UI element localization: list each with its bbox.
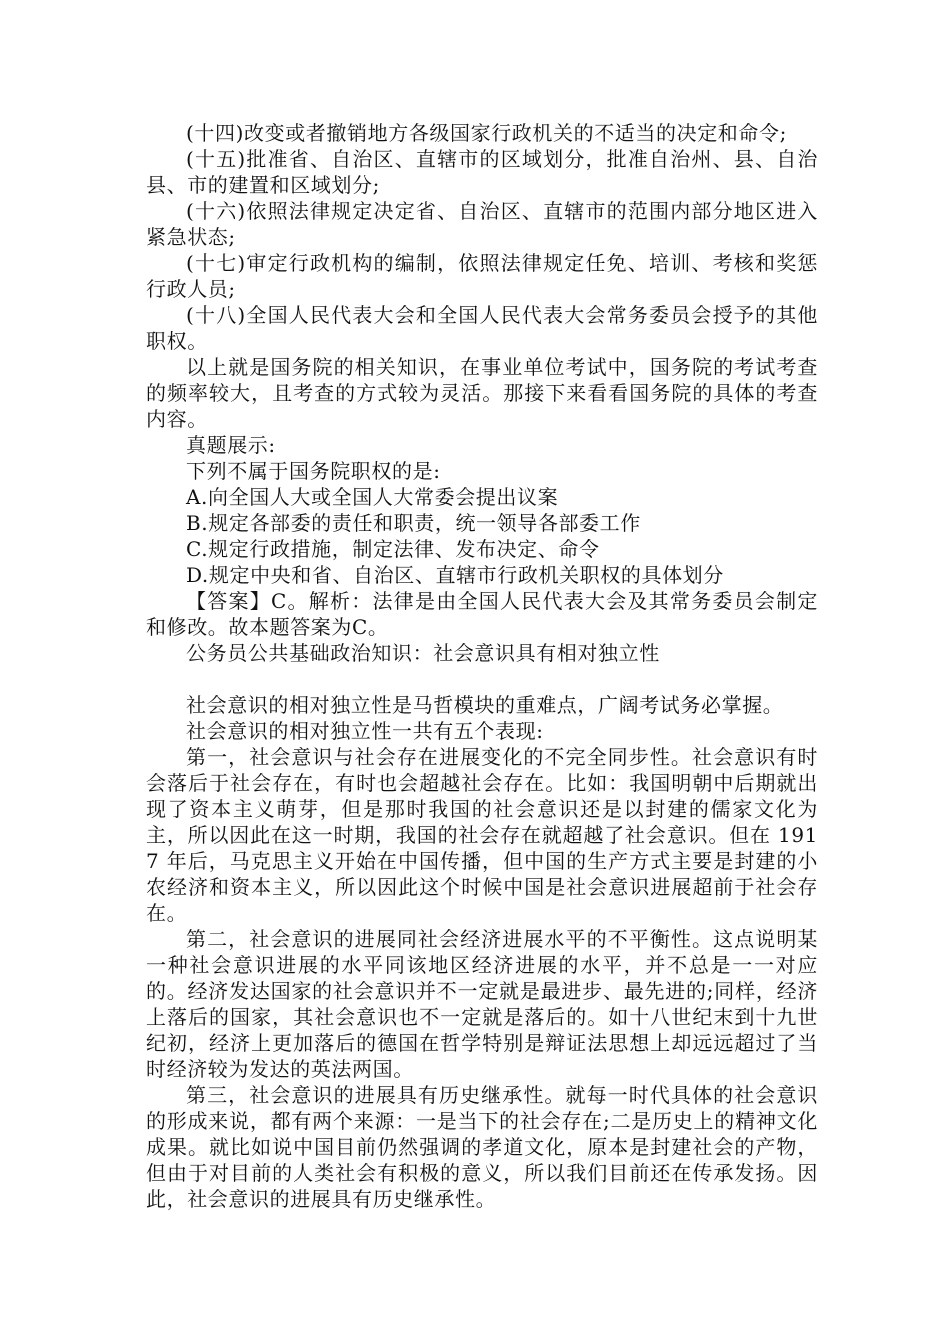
option-c: C.规定行政措施，制定法律、发布决定、命令	[186, 537, 600, 561]
paragraph-point-1: 第一，社会意识与社会存在进展变化的不完全同步性。社会意识有时会落后于社会存在，有时也会超越社会存在。比如：我国明朝中后期就出现了资本主义萌芽，但是那时我国的社会意识还是以封建的儒家文化为主，所以因此在这一时期，我国的社会存在就超越了社会意识。但在 1917 年后，马克思主义开始在中国传播，但中国的生产方式主要是封建的小农经济和资本主义，所以因此这个时候中国是社会意识进展超前于社会存在。	[146, 745, 818, 925]
section-title: 公务员公共基础政治知识：社会意识具有相对独立性	[186, 641, 660, 665]
paragraph-answer: 【答案】C。解析：法律是由全国人民代表大会及其常务委员会制定和修改。故本题答案为C。	[146, 589, 818, 639]
paragraph-item-16: (十六)依照法律规定决定省、自治区、直辖市的范围内部分地区进入紧急状态;	[146, 199, 818, 249]
paragraph-summary: 以上就是国务院的相关知识，在事业单位考试中，国务院的考试考查的频率较大，且考查的方式较为灵活。那接下来看看国务院的具体的考查内容。	[146, 355, 818, 431]
paragraph-item-15: (十五)批准省、自治区、直辖市的区域划分，批准自治州、县、自治县、市的建置和区域划分;	[146, 147, 818, 197]
paragraph-intro: 社会意识的相对独立性是马哲模块的重难点，广阔考试务必掌握。	[186, 693, 784, 717]
paragraph-item-17: (十七)审定行政机构的编制，依照法律规定任免、培训、考核和奖惩行政人员;	[146, 251, 818, 301]
option-b: B.规定各部委的责任和职责，统一领导各部委工作	[186, 511, 641, 535]
paragraph-point-2: 第二，社会意识的进展同社会经济进展水平的不平衡性。这点说明某一种社会意识进展的水平同该地区经济进展的水平，并不总是一一对应的。经济发达国家的社会意识并不一定就是最进步、最先进的;同样，经济上落后的国家，其社会意识也不一定就是落后的。如十八世纪末到十九世纪初，经济上更加落后的德国在哲学特别是辩证法思想上却远远超过了当时经济较为发达的英法两国。	[146, 927, 818, 1081]
option-a: A.向全国人大或全国人大常委会提出议案	[186, 485, 559, 509]
paragraph-question-stem: 下列不属于国务院职权的是:	[186, 459, 441, 483]
paragraph-item-18: (十八)全国人民代表大会和全国人民代表大会常务委员会授予的其他职权。	[146, 303, 818, 353]
paragraph-point-3: 第三，社会意识的进展具有历史继承性。就每一时代具体的社会意识的形成来说，都有两个来源：一是当下的社会存在;二是历史上的精神文化成果。就比如说中国目前仍然强调的孝道文化，原本是封建社会的产物，但由于对目前的人类社会有积极的意义，所以我们目前还在传承发扬。因此，社会意识的进展具有历史继承性。	[146, 1083, 818, 1211]
paragraph-overview: 社会意识的相对独立性一共有五个表现:	[186, 719, 544, 743]
document-body	[146, 120, 818, 1212]
paragraph-item-14: (十四)改变或者撤销地方各级国家行政机关的不适当的决定和命令;	[186, 121, 787, 145]
paragraph-question-heading: 真题展示:	[186, 433, 276, 457]
option-d: D.规定中央和省、自治区、直辖市行政机关职权的具体划分	[186, 563, 724, 587]
blank-line	[146, 666, 818, 692]
